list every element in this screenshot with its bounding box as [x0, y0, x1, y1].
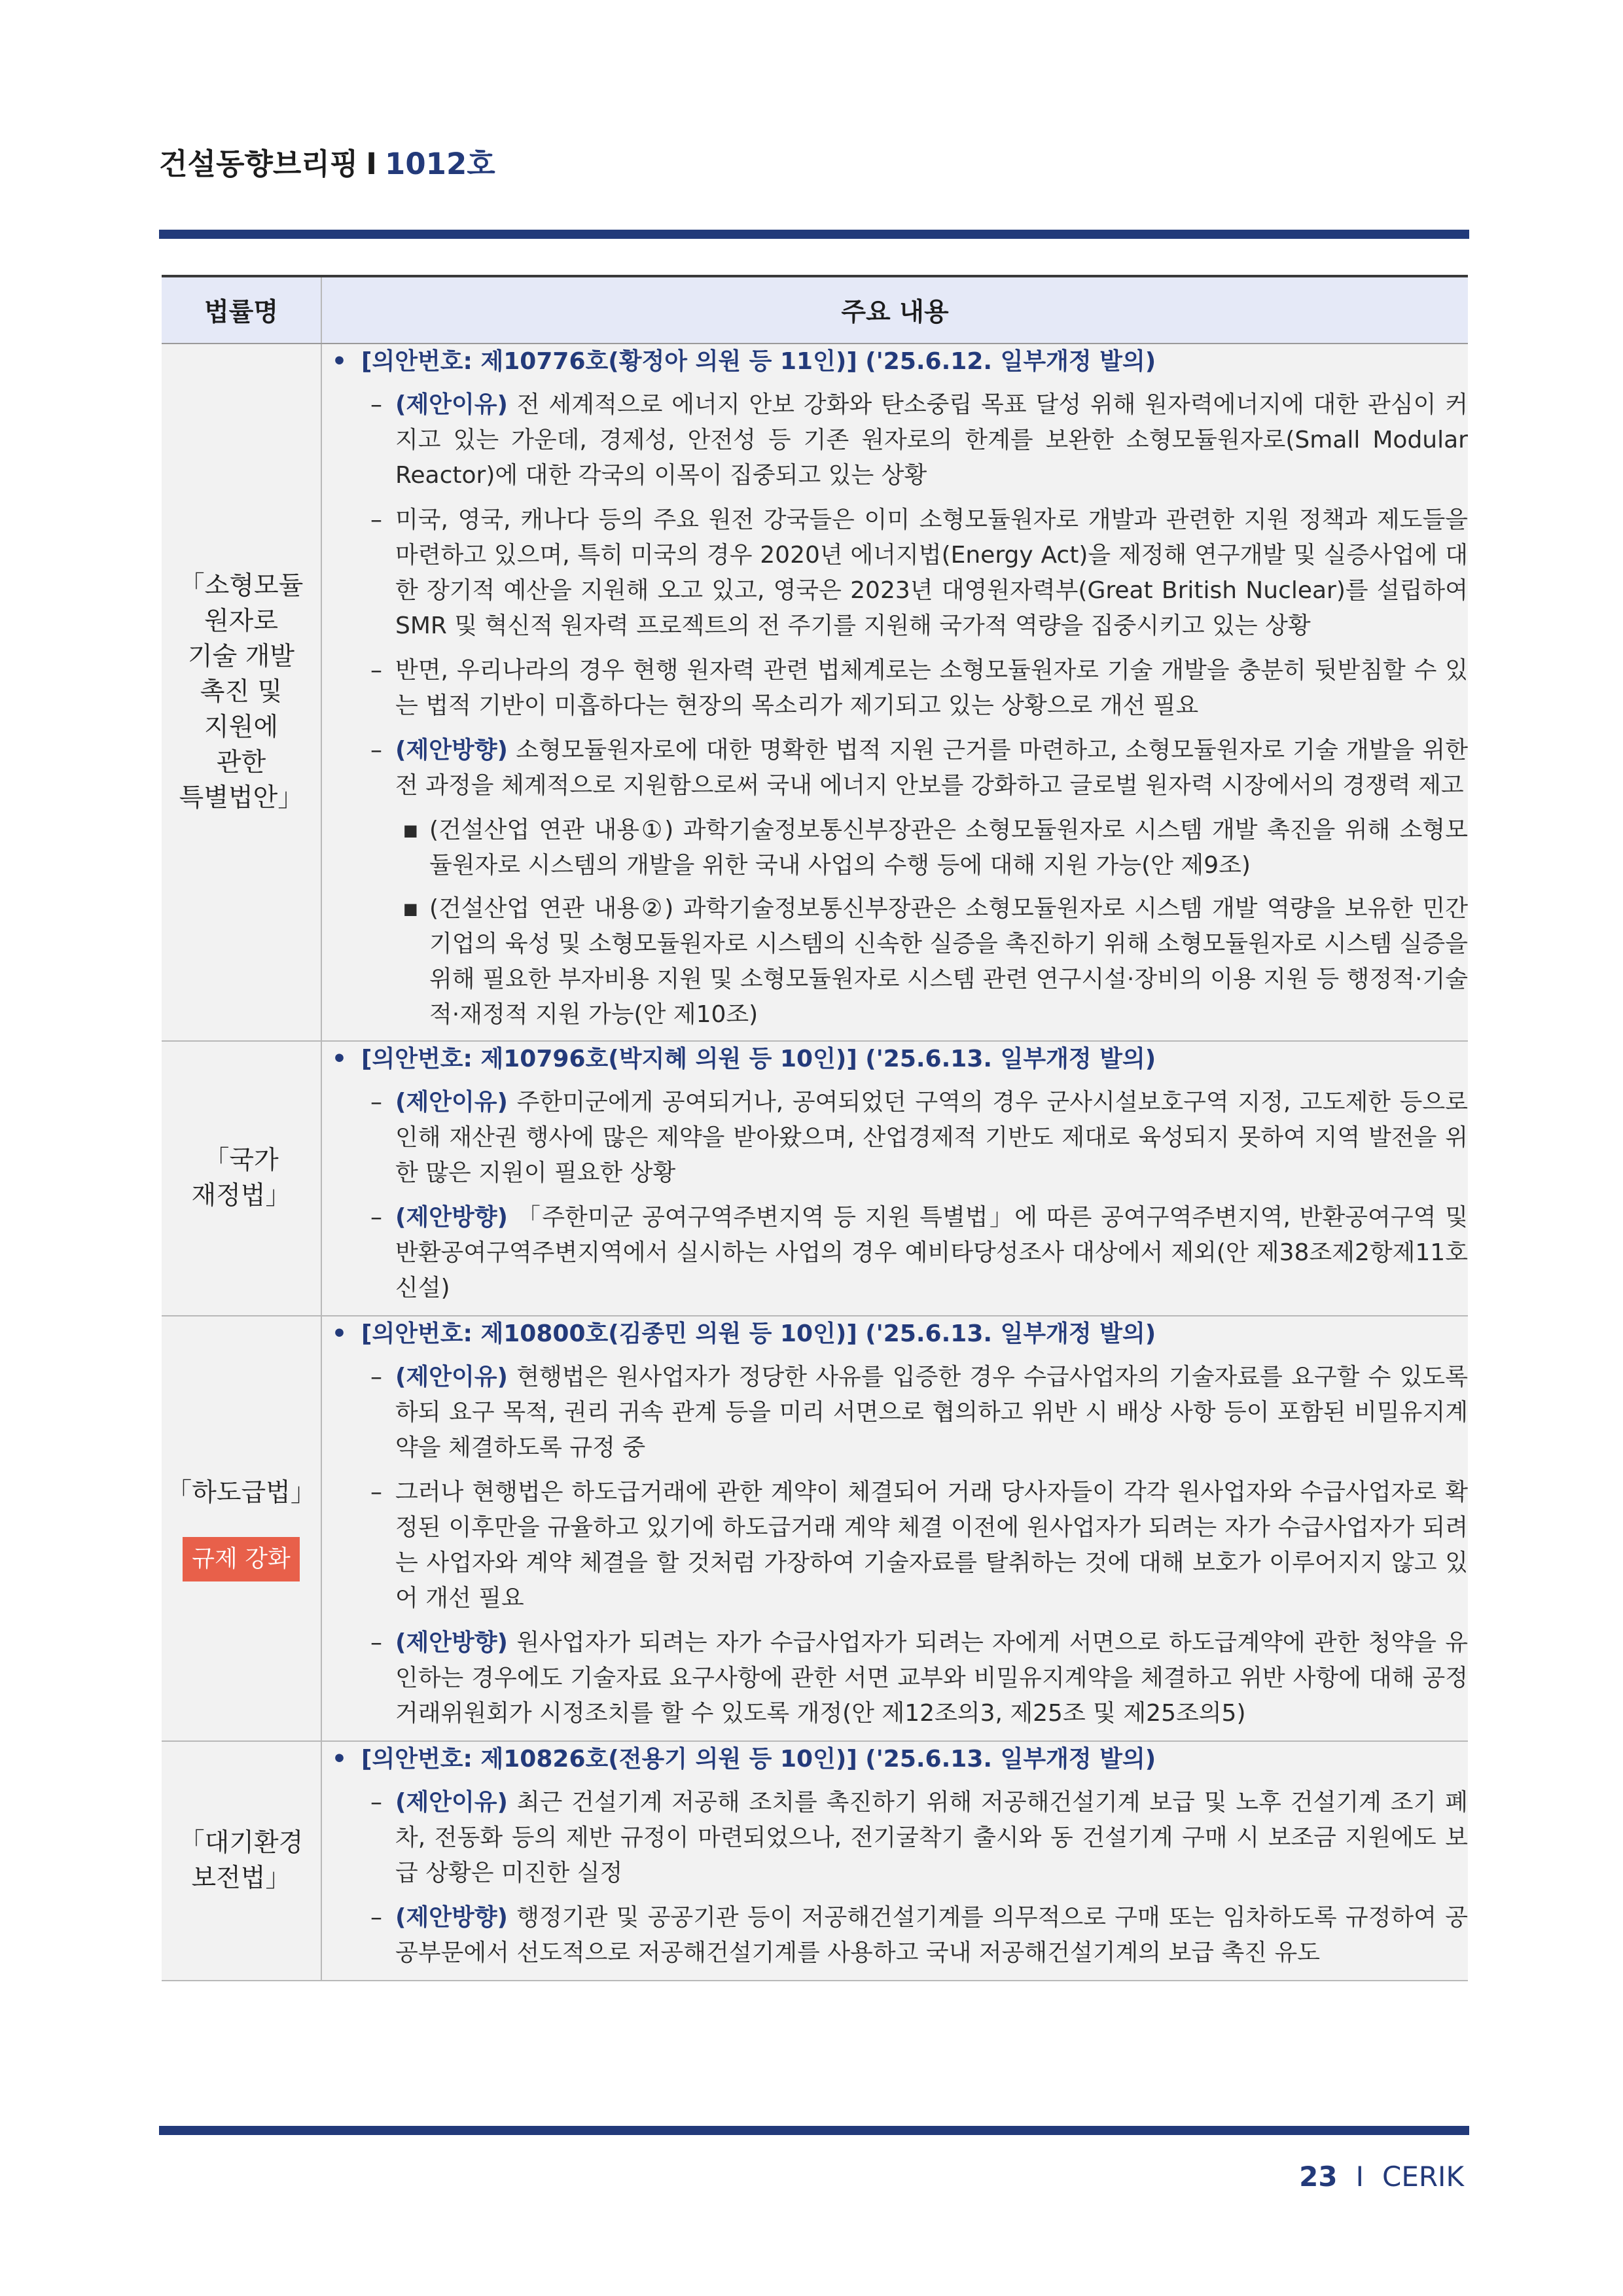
table-row [162, 1041, 1468, 1316]
item-tag: (제안이유) [395, 1789, 508, 1816]
dash-icon: – [370, 391, 382, 418]
item-text: 소형모듈원자로에 대한 명확한 법적 지원 근거를 마련하고, 소형모듈원자로 기술 개발을 위한 전 과정을 체계적으로 지원함으로써 국내 에너지 안보를 강화하고 글로벌 원자력 시장에서의 경쟁력 제고 [395, 737, 1468, 799]
table-header-row [162, 276, 1468, 344]
dash-icon: – [370, 1479, 382, 1506]
square-bullet-icon: ■ [403, 821, 418, 839]
item-text: 주한미군에게 공여되거나, 공여되었던 구역의 경우 군사시설보호구역 지정, 고도제한 등으로 인해 재산권 행사에 많은 제약을 받아왔으며, 산업경제적 기반도 제대로 육성되지 못하여 지역 발전을 위한 많은 지원이 필요한 상황 [395, 1089, 1468, 1186]
law-name: 「소형모듈 원자로 기술 개발 촉진 및 지원에 관한 특별법안」 [179, 571, 304, 813]
content-item [322, 1475, 1468, 1616]
law-name-cell [162, 1741, 321, 1981]
item-tag: (제안이유) [395, 1364, 508, 1390]
item-tag: (제안방향) [395, 1204, 508, 1231]
content-item [322, 1900, 1468, 1971]
law-name-cell [162, 1316, 321, 1741]
bill-text: [의안번호: 제10826호(전용기 의원 등 10인)] ('25.6.13. 일부개정 발의) [361, 1746, 1156, 1773]
content-item [322, 1785, 1468, 1891]
sub-item-text: (건설산업 연관 내용②) 과학기술정보통신부장관은 소형모듈원자로 시스템 개발 역량을 보유한 민간기업의 육성 및 소형모듈원자로 시스템의 신속한 실증을 촉진하기 위해 소형모듈원자로 시스템 실증을 위해 필요한 부자비용 지원 및 소형모듈원자로 시스템 관련 연구시설·장비의 이용 지원 등 행정적·기술적·재정적 지원 가능(안 제10조) [429, 895, 1468, 1028]
bill-text: [의안번호: 제10800호(김종민 의원 등 10인)] ('25.6.13. 일부개정 발의) [361, 1320, 1156, 1347]
item-text: 현행법은 원사업자가 정당한 사유를 입증한 경우 수급사업자의 기술자료를 요구할 수 있도록 하되 요구 목적, 권리 귀속 관계 등을 미리 서면으로 협의하고 위반 시 배상 사항 등이 포함된 비밀유지계약을 체결하도록 규정 중 [395, 1364, 1468, 1461]
bill-info [322, 1742, 1468, 1777]
item-text: 미국, 영국, 캐나다 등의 주요 원전 강국들은 이미 소형모듈원자로 개발과 관련한 지원 정책과 제도들을 마련하고 있으며, 특히 미국의 경우 2020년 에너지법(Energy Act)을 제정해 연구개발 및 실증사업에 대한 장기적 예산을 지원해 오고 있고, 영국은 2023년 대영원자력부(Great British Nuclear)를 설립하여 SMR 및 혁신적 원자력 프로젝트의 전 주기를 지원해 국가적 역량을 집중시키고 있는 상황 [395, 506, 1468, 639]
content-item [322, 733, 1468, 804]
content-item [322, 1360, 1468, 1466]
content-item [322, 1625, 1468, 1731]
item-text: 전 세계적으로 에너지 안보 강화와 탄소중립 목표 달성 위해 원자력에너지에 대한 관심이 커지고 있는 가운데, 경제성, 안전성 등 기존 원자로의 한계를 보완한 소형모듈원자로(Small Modular Reactor)에 대한 각국의 이목이 집중되고 있는 상황 [395, 391, 1468, 489]
bullet-icon: • [332, 1746, 348, 1773]
bullet-icon: • [332, 1320, 348, 1347]
bullet-icon: • [332, 1046, 348, 1072]
item-text: 그러나 현행법은 하도급거래에 관한 계약이 체결되어 거래 당사자들이 각각 원사업자와 수급사업자로 확정된 이후만을 규율하고 있기에 하도급거래 계약 체결 이전에 원사업자가 되려는 자가 수급사업자가 되려는 사업자와 계약 체결을 할 것처럼 가장하여 기술자료를 탈취하는 것에 대해 보호가 이루어지지 않고 있어 개선 필요 [395, 1479, 1468, 1612]
content-cell [321, 344, 1468, 1041]
content-cell [321, 1316, 1468, 1741]
sub-item-text: (건설산업 연관 내용①) 과학기술정보통신부장관은 소형모듈원자로 시스템 개발 촉진을 위해 소형모듈원자로 시스템의 개발을 위한 국내 사업의 수행 등에 대해 지원 가능(안 제9조) [429, 817, 1468, 879]
item-text: 원사업자가 되려는 자가 수급사업자가 되려는 자에게 서면으로 하도급계약에 관한 청약을 유인하는 경우에도 기술자료 요구사항에 관한 서면 교부와 비밀유지계약을 체결하고 위반 사항에 대해 공정거래위원회가 시정조치를 할 수 있도록 개정(안 제12조의3, 제25조 및 제25조의5) [395, 1629, 1468, 1727]
dash-icon: – [370, 1204, 382, 1231]
table-row [162, 1741, 1468, 1981]
bill-info [322, 1042, 1468, 1077]
footer-separator: I [1355, 2161, 1364, 2193]
law-name: 「국가 재정법」 [191, 1146, 291, 1210]
item-tag: (제안방향) [395, 737, 508, 764]
law-table [162, 275, 1468, 1981]
column-header-content: 주요 내용 [321, 276, 1468, 344]
square-bullet-icon: ■ [403, 900, 418, 918]
bill-text: [의안번호: 제10796호(박지혜 의원 등 10인)] ('25.6.13. 일부개정 발의) [361, 1046, 1156, 1072]
dash-icon: – [370, 657, 382, 684]
dash-icon: – [370, 1629, 382, 1656]
table-row [162, 1316, 1468, 1741]
column-header-law: 법률명 [162, 276, 321, 344]
dash-icon: – [370, 1089, 382, 1116]
header-separator: I [366, 147, 378, 181]
item-text: 「주한미군 공여구역주변지역 등 지원 특별법」에 따른 공여구역주변지역, 반환공여구역 및 반환공여구역주변지역에서 실시하는 사업의 경우 예비타당성조사 대상에서 제외(안 제38조제2항제11호 신설) [395, 1204, 1468, 1301]
item-tag: (제안방향) [395, 1904, 508, 1931]
bill-info [322, 344, 1468, 380]
publication-name: 건설동향브리핑 [159, 147, 359, 181]
item-tag: (제안방향) [395, 1629, 508, 1656]
content-item [322, 387, 1468, 493]
law-name-cell [162, 1041, 321, 1316]
law-name: 「하도급법」 [166, 1478, 316, 1508]
sub-item [322, 891, 1468, 1033]
top-divider [159, 230, 1469, 239]
content-item [322, 653, 1468, 724]
page-number: 23 [1299, 2161, 1338, 2193]
law-name-cell [162, 344, 321, 1041]
sub-item [322, 813, 1468, 883]
item-text: 최근 건설기계 저공해 조치를 촉진하기 위해 저공해건설기계 보급 및 노후 건설기계 조기 폐차, 전동화 등의 제반 규정이 마련되었으나, 전기굴착기 출시와 동 건설기계 구매 시 보조금 지원에도 보급 상황은 미진한 실정 [395, 1789, 1468, 1886]
dash-icon: – [370, 506, 382, 533]
dash-icon: – [370, 1364, 382, 1390]
page-footer [1299, 2161, 1464, 2193]
bottom-divider [159, 2126, 1469, 2135]
dash-icon: – [370, 1789, 382, 1816]
dash-icon: – [370, 737, 382, 764]
item-tag: (제안이유) [395, 1089, 508, 1116]
content-item [322, 1085, 1468, 1191]
item-text: 반면, 우리나라의 경우 현행 원자력 관련 법체계로는 소형모듈원자로 기술 개발을 충분히 뒷받침할 수 있는 법적 기반이 미흡하다는 현장의 목소리가 제기되고 있는 상황으로 개선 필요 [395, 657, 1468, 719]
issue-number: 1012호 [385, 147, 495, 181]
content-item [322, 503, 1468, 644]
dash-icon: – [370, 1904, 382, 1931]
publisher-name: CERIK [1382, 2161, 1464, 2193]
bullet-icon: • [332, 348, 348, 375]
bill-text: [의안번호: 제10776호(황정아 의원 등 11인)] ('25.6.12. 일부개정 발의) [361, 348, 1156, 375]
item-text: 행정기관 및 공공기관 등이 저공해건설기계를 의무적으로 구매 또는 임차하도록 규정하여 공공부문에서 선도적으로 저공해건설기계를 사용하고 국내 저공해건설기계의 보급 촉진 유도 [395, 1904, 1468, 1966]
header-title [159, 140, 495, 183]
regulation-badge: 규제 강화 [183, 1537, 300, 1581]
bill-info [322, 1316, 1468, 1352]
content-cell [321, 1741, 1468, 1981]
item-tag: (제안이유) [395, 391, 508, 418]
content-item [322, 1200, 1468, 1306]
content-cell [321, 1041, 1468, 1316]
law-name: 「대기환경 보전법」 [179, 1828, 304, 1893]
table-row [162, 344, 1468, 1041]
